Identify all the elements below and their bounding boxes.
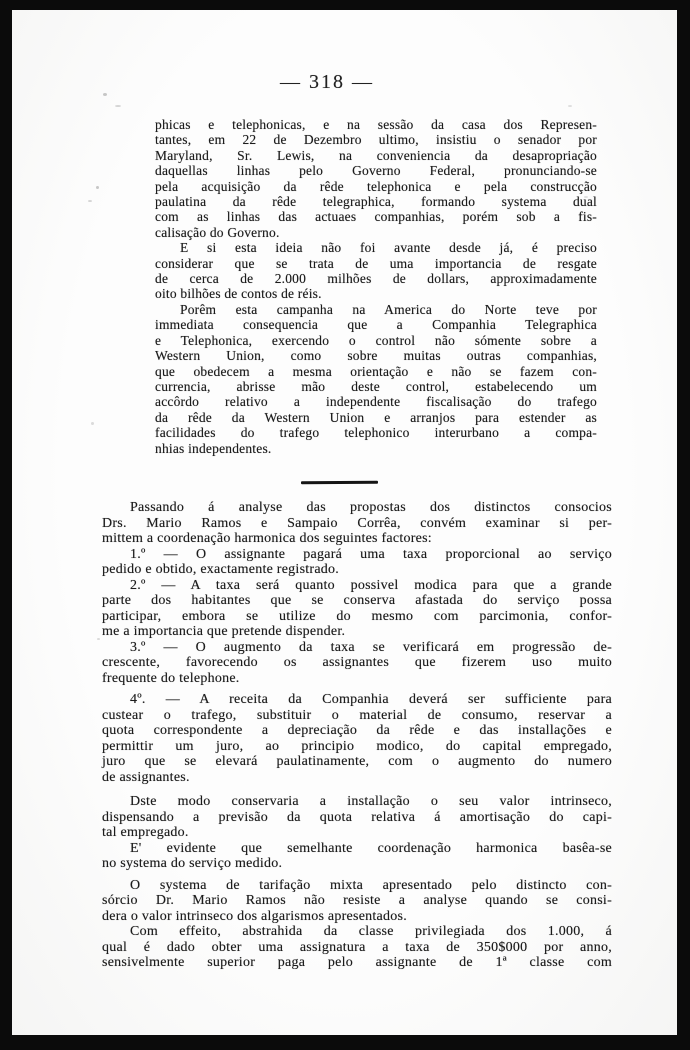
scanned-page (12, 10, 677, 1035)
scan-speck (91, 422, 94, 425)
text-line: sensivelmente superior paga pelo assignante de 1ª classe com (102, 955, 612, 970)
paragraph (102, 841, 612, 872)
text-line: daquellas linhas pelo Governo Federal, pronunciando-se (155, 163, 597, 179)
page-number: — 318 — (280, 71, 374, 93)
text-line: Dste modo conservaria a installação o seu valor intrinseco, (130, 794, 612, 809)
text-line: permittir um juro, ao principio modico, do capital empregado, (102, 738, 612, 754)
scan-speck (88, 200, 92, 202)
paragraph (102, 640, 612, 687)
text-line: com as linhas das actuaes companhias, porém sob a fis- (155, 209, 597, 225)
text-line: currencia, abrisse mão deste control, estabelecendo um (155, 378, 597, 394)
main-text-block (102, 500, 612, 971)
section-divider (301, 481, 378, 485)
text-line: paulatina da rêde telegraphica, formando systema dual (155, 194, 597, 210)
text-line: phicas e telephonicas, e na sessão da casa dos Represen- (155, 117, 597, 132)
text-line: E' evidente que semelhante coordenação harmonica basêa-se (130, 840, 612, 856)
text-line: frequente do telephone. (102, 670, 240, 686)
text-line: quota correspondente a depreciação da rêde e das installações e (102, 723, 612, 738)
text-line: Drs. Mario Ramos e Sampaio Corrêa, convém examinar si per- (102, 515, 612, 531)
text-line: parte dos habitantes que se conserva afastada do serviço possa (102, 593, 612, 608)
text-line: O systema de tarifação mixta apresentado pelo distincto con- (130, 877, 612, 893)
text-line: custear o trafego, substituir o material de consumo, reservar a (102, 707, 612, 723)
text-line: Passando á analyse das propostas dos distinctos consocios (130, 500, 612, 515)
text-line: mittem a coordenação harmonica dos seguintes factores: (102, 531, 432, 546)
paragraph (102, 878, 612, 925)
scan-speck (96, 186, 99, 189)
paragraph (102, 692, 612, 785)
paragraph (102, 794, 612, 841)
text-line: considerar que se trata de uma importancia de resgate (155, 255, 597, 271)
paragraph (155, 302, 597, 456)
text-line: facilidades do trafego telephonico interurbano a compa- (155, 425, 597, 441)
text-line: Western Union, como sobre muitas outras companhias, (155, 348, 597, 364)
text-line: Porêm esta campanha na America do Norte teve por (180, 301, 597, 317)
text-line: juro que se elevará paulatinamente, com o augmento do numero (102, 754, 612, 769)
text-line: tantes, em 22 de Dezembro ultimo, insistiu o senador por (155, 132, 597, 148)
scan-speck (103, 93, 107, 96)
text-line: da rêde da Western Union e arranjos para estender as (155, 409, 597, 425)
text-line: pedido e obtido, exactamente registrado. (102, 562, 340, 577)
text-line: calisação do Governo. (155, 224, 280, 240)
text-line: accôrdo relativo a independente fiscalisação do trafego (155, 394, 597, 410)
text-line: que obedecem a mesma orientação e não se fazem con- (155, 363, 597, 379)
text-line: de cerca de 2.000 milhões de dollars, approximadamente (155, 271, 597, 287)
text-line: de assignantes. (102, 769, 190, 785)
paragraph (155, 240, 597, 302)
paragraph (102, 547, 612, 578)
text-line: 4º. — A receita da Companhia deverá ser sufficiente para (130, 692, 612, 707)
paragraph (102, 924, 612, 971)
paragraph (155, 117, 597, 240)
text-line: crescente, favorecendo os assignantes que fizerem uso muito (102, 655, 612, 670)
text-line: 2.º — A taxa será quanto possivel modica para que a grande (130, 577, 612, 593)
text-line: dera o valor intrinseco dos algarismos apresentados. (102, 908, 407, 924)
text-line: participar, embora se utilize do mesmo com parcimonia, confor- (102, 608, 612, 624)
text-line: E si esta ideia não foi avante desde já, é preciso (180, 240, 597, 256)
text-line: 1.º — O assignante pagará uma taxa proporcional ao serviço (130, 546, 612, 562)
text-line: immediata consequencia que a Companhia Telegraphica (155, 317, 597, 333)
scan-speck (115, 105, 121, 107)
text-line: 3.º — O augmento da taxa se verificará em progressão de- (130, 639, 612, 655)
text-line: dispensando a previsão da quota relativa á amortisação do capi- (102, 809, 612, 825)
text-line: Com effeito, abstrahida da classe privilegiada dos 1.000, á (130, 924, 612, 939)
paragraph (102, 500, 612, 547)
text-line: Maryland, Sr. Lewis, na conveniencia da desapropriação (155, 147, 597, 163)
paragraph (102, 578, 612, 640)
text-line: sórcio Dr. Mario Ramos não resiste a analyse quando se consi- (102, 893, 612, 908)
text-line: oito bilhões de contos de réis. (155, 286, 322, 302)
text-line: nhias independentes. (155, 440, 272, 456)
text-line: tal empregado. (102, 825, 189, 840)
text-line: pela acquisição da rêde telephonica e pela construcção (155, 178, 597, 194)
quote-block (155, 117, 597, 456)
text-line: no systema do serviço medido. (102, 856, 283, 871)
scan-speck (568, 105, 572, 107)
scan-speck (97, 638, 100, 640)
text-line: e Telephonica, exercendo o control não sómente sobre a (155, 332, 597, 348)
text-line: me a importancia que pretende dispender. (102, 624, 346, 639)
text-line: qual é dado obter uma assignatura a taxa de 350$000 por anno, (102, 939, 612, 955)
